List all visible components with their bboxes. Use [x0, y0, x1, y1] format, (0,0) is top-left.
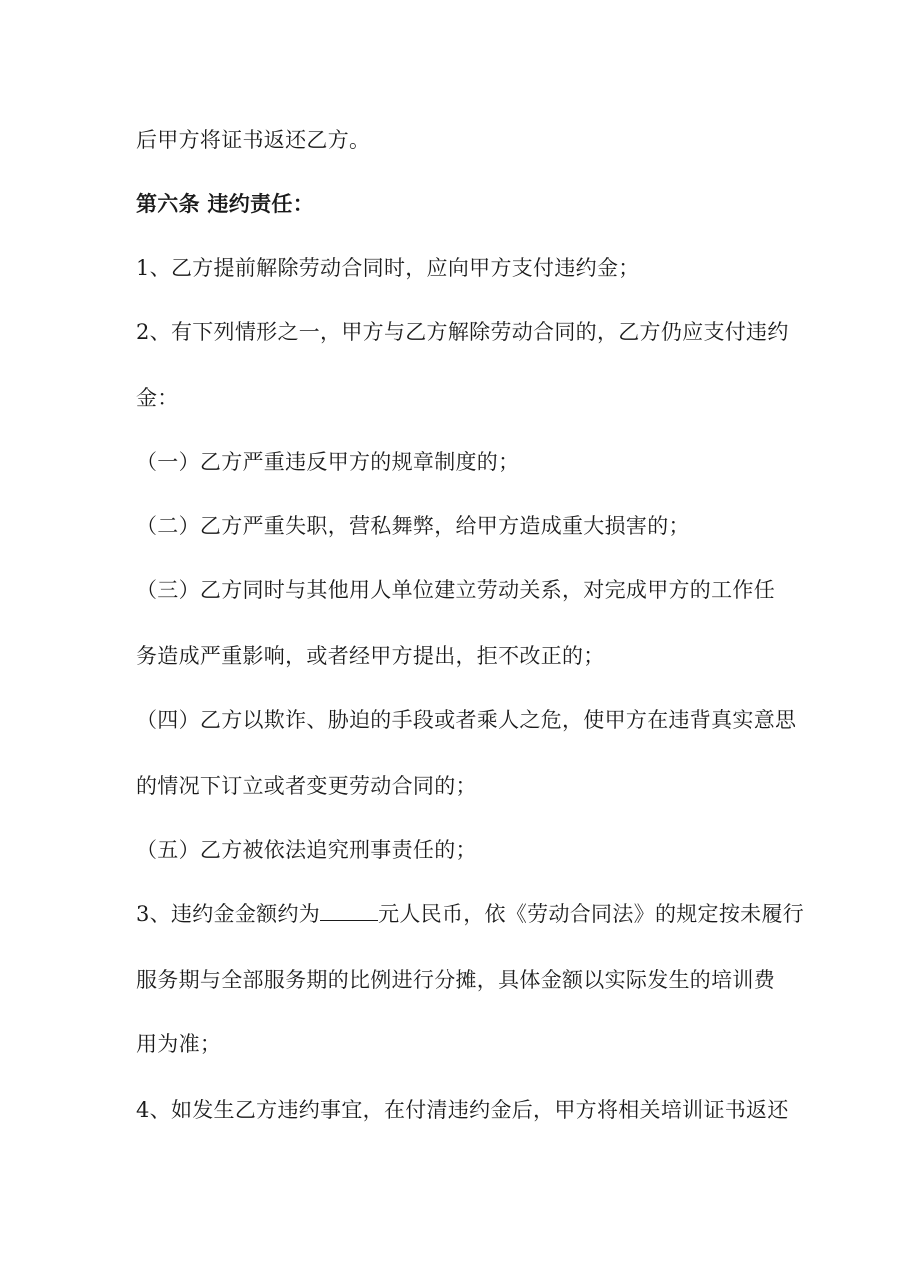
sub-item-3-line-1: （三）乙方同时与其他用人单位建立劳动关系，对完成甲方的工作任 [136, 578, 775, 602]
clause-3-line-3: 用为准； [136, 1032, 222, 1056]
clause-2-line-2: 金： [136, 386, 179, 410]
sub-item-3-line-2: 务造成严重影响，或者经甲方提出，拒不改正的； [136, 644, 605, 668]
sub-item-4-line-1: （四）乙方以欺诈、胁迫的手段或者乘人之危，使甲方在违背真实意思 [136, 708, 797, 732]
clause-1: 1、乙方提前解除劳动合同时，应向甲方支付违约金； [136, 256, 640, 280]
sub-item-1: （一）乙方严重违反甲方的规章制度的； [136, 450, 520, 474]
sub-item-4-line-2: 的情况下订立或者变更劳动合同的； [136, 774, 477, 798]
clause-3-prefix: 3、违约金金额约为 [136, 902, 321, 926]
clause-3-line-1 [136, 900, 805, 928]
clause-3-line-2: 服务期与全部服务期的比例进行分摊，具体金额以实际发生的培训费 [136, 968, 775, 992]
sub-item-5: （五）乙方被依法追究刑事责任的； [136, 838, 477, 862]
amount-blank [320, 902, 378, 921]
clause-2-line-1: 2、有下列情形之一，甲方与乙方解除劳动合同的，乙方仍应支付违约 [136, 320, 789, 344]
sub-item-2: （二）乙方严重失职，营私舞弊，给甲方造成重大损害的； [136, 514, 690, 538]
section-heading-article-6: 第六条 违约责任： [136, 192, 315, 216]
clause-3-suffix: 元人民币，依《劳动合同法》的规定按未履行 [378, 902, 805, 926]
clause-4-line-1: 4、如发生乙方违约事宜，在付清违约金后，甲方将相关培训证书返还 [136, 1098, 789, 1122]
text-line-1: 后甲方将证书返还乙方。 [136, 128, 371, 152]
